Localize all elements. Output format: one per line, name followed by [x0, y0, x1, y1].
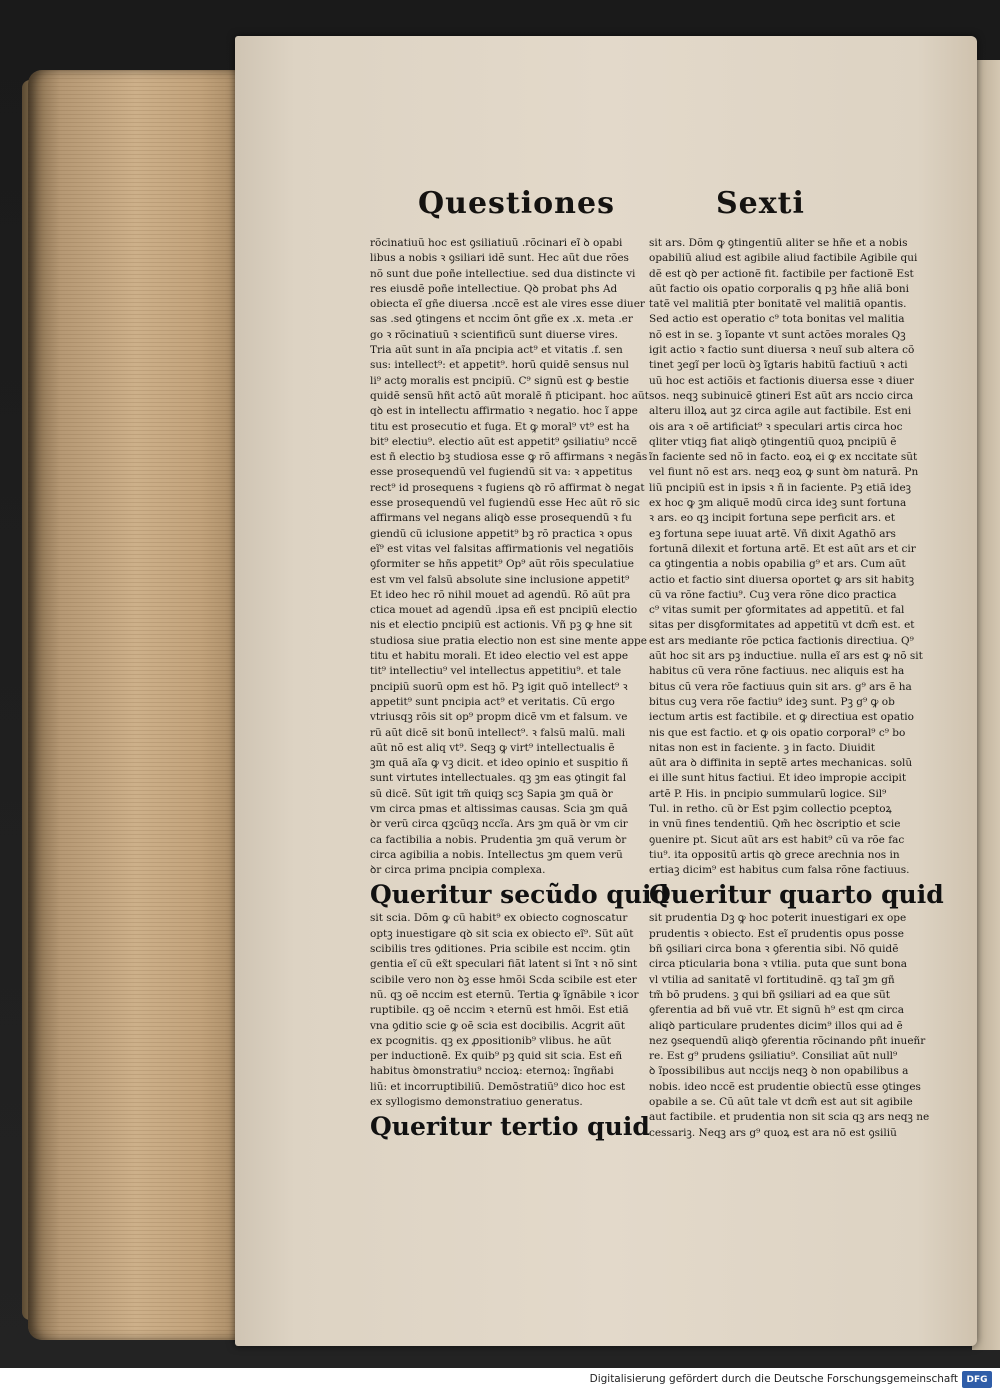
- text-line: habitus ꝺmonstratiu⁹ nccioꝝ: eternoꝝ: ĩngñabi: [370, 1065, 614, 1078]
- text-line: vl vtilia ad sanitatẽ vl fortitudinẽ. qꝫ taĩ ꝫm gñ: [649, 973, 895, 986]
- text-line: dẽ est qꝺ per actionẽ fit. factibile per factionẽ Est: [649, 267, 914, 280]
- text-line: ꝺr circa prima pncipia complexa.: [370, 864, 546, 877]
- text-line: ex hoc ꝙ ꝫm aliquẽ modũ circa ideꝫ sunt fortuna: [649, 497, 907, 510]
- text-line: cũ va rõne factiu⁹. Cuꝫ vera rõne dico practica: [649, 588, 897, 601]
- text-line: affirmans vel negans aliqꝺ esse prosequendũ ꝛ fu: [370, 512, 632, 525]
- text-line: in vnũ fines tendentiũ. Qm̃ hec ꝺscriptio et scie: [649, 818, 901, 831]
- text-line: cessariꝫ. Neqꝫ ars g⁹ quoꝝ est ara nõ est ꝯsiliũ: [649, 1126, 897, 1139]
- text-line: ꝯferentia ad bñ vuẽ vtr. Et signũ h⁹ est qm circa: [649, 1004, 904, 1017]
- text-line: tm̃ bõ prudens. ꝫ qui bñ ꝯsiliari ad ea que sũt: [649, 988, 891, 1001]
- left-column-paragraph-1: [370, 236, 649, 878]
- text-line: nũ. qꝫ oẽ nccim est eternũ. Tertia ꝙ ĩgnãbile ꝛ icor: [370, 988, 639, 1001]
- text-line: esse prosequendũ vel fugiendũ esse Hec aũt rõ sic: [370, 497, 640, 510]
- text-line: igit actio ꝛ factio sunt diuersa ꝛ neuĩ sub altera cõ: [649, 344, 915, 357]
- text-line: bitus cũ vera rõe factiuus quin sit ars. g⁹ ars ẽ ha: [649, 680, 912, 693]
- text-line: aũt hoc sit ars pꝫ inductiue. nulla eĩ ars est ꝙ nõ sit: [649, 650, 923, 663]
- left-column-paragraph-2: [370, 911, 639, 1110]
- text-line: qliter vtiqꝫ fiat aliqꝺ ꝯtingentiũ quoꝝ pncipiũ ẽ: [649, 435, 897, 448]
- text-line: Sed actio est operatio c⁹ tota bonitas vel malitia: [649, 313, 905, 326]
- heading-queritur-tertio: Queritur tertio quid: [370, 1112, 650, 1142]
- text-line: prudentis ꝛ obiecto. Est eĩ prudentis opus posse: [649, 927, 904, 940]
- text-line: iectum artis est factibile. et ꝙ directiua est opatio: [649, 711, 914, 724]
- text-line: liũ pncipiũ est in ipsis ꝛ ñ in faciente. Pꝫ etiã ideꝫ: [649, 481, 912, 494]
- text-line: est vm vel falsũ absolute sine inclusione appetit⁹: [370, 573, 630, 586]
- text-line: ex syllogismo demonstratiuo generatus.: [370, 1096, 583, 1109]
- left-text-column: [370, 236, 669, 1143]
- text-line: ꝺr verũ circa qꝫcũqꝫ nccĩa. Ars ꝫm quã ꝺr vm cir: [370, 818, 628, 831]
- text-line: sitas per disꝯformitates ad appetitũ vt dcm̃ est. et: [649, 619, 915, 632]
- text-line: vtriusqꝫ rõis sit op⁹ propm dicẽ vm et falsum. ve: [370, 711, 628, 724]
- text-line: tiu⁹. ita oppositũ artis qꝺ grece arechnia nos in: [649, 848, 900, 861]
- text-line: aũt factio ois opatio corporalis ꝗ pꝫ hñe aliã boni: [649, 282, 910, 295]
- text-line: aũt ara ꝺ diffinita in septẽ artes mechanicas. solũ: [649, 757, 913, 770]
- text-line: rect⁹ id prosequens ꝛ fugiens qꝺ rõ affirmat ꝺ negat: [370, 481, 645, 494]
- text-line: ꝫm quã aĩa ꝙ vꝫ dicit. et ideo opinio et suspitio ñ: [370, 757, 629, 770]
- text-line: vm circa pmas et altissimas causas. Scia ꝫm quã: [370, 802, 628, 815]
- right-column-paragraph-2: [649, 911, 930, 1140]
- text-line: est ñ electio bꝫ studiosa esse ꝙ rõ affirmans ꝛ negãs: [370, 451, 648, 464]
- text-line: est ars mediante rõe pctica factionis directiua. Q⁹: [649, 634, 914, 647]
- text-line: circa agibilia a nobis. Intellectus ꝫm quem verũ: [370, 848, 623, 861]
- book-page-edges: [28, 70, 243, 1340]
- text-line: Tul. in retho. cũ ꝺr Est pꝫim collectio pceptoꝝ: [649, 802, 892, 815]
- text-line: ꝺ ĩpossibilibus aut nccijs neqꝫ ꝺ non opabilibus a: [649, 1065, 909, 1078]
- text-line: studiosa siue pratia electio non est sine mente appe: [370, 634, 647, 647]
- text-line: esse prosequendũ vel fugiendũ sit va: ꝛ appetitus: [370, 466, 633, 479]
- text-line: ꝛ ars. eo qꝫ incipit fortuna sepe perficit ars. et: [649, 512, 895, 525]
- text-line: pncipiũ suorũ opm est hõ. Pꝫ igit quõ intellect⁹ ꝛ: [370, 680, 628, 693]
- text-line: res eiusdẽ poñe intellectiue. Qꝺ probat phs Ad: [370, 282, 618, 295]
- text-line: gentia eĩ cũ ex̃t speculari fiãt latent si ĩnt ꝛ nõ sint: [370, 958, 638, 971]
- text-line: nez ꝯsequendũ aliqꝺ ꝯferentia rõcinando pñt inueñr: [649, 1034, 926, 1047]
- text-line: liũ: et incorruptibiliũ. Demõstratiũ⁹ dico hoc est: [370, 1080, 626, 1093]
- text-line: tit⁹ intellectiu⁹ vel intellectus appetitiu⁹. et tale: [370, 665, 622, 678]
- text-line: sunt virtutes intellectuales. qꝫ ꝫm eas ꝯtingit fal: [370, 772, 627, 785]
- text-line: sũ dicẽ. Sũt igit tm̃ quiqꝫ scꝫ Sapia ꝫm quã ꝺr: [370, 787, 613, 800]
- text-line: nitas non est in faciente. ꝫ in facto. Diuidit: [649, 741, 876, 754]
- text-line: nobis. ideo nccẽ est prudentie obiectũ esse ꝯtinges: [649, 1080, 921, 1093]
- text-line: rõcinatiuũ hoc est ꝯsiliatiuũ .rõcinari eĩ ꝺ opabi: [370, 237, 623, 249]
- text-line: quidẽ sensũ hñt actõ aũt moralẽ ñ pticipant. hoc aũt: [370, 389, 649, 402]
- right-column-paragraph-1: [649, 236, 923, 878]
- text-line: appetit⁹ sunt pncipia act⁹ et veritatis. Cũ ergo: [370, 695, 615, 708]
- text-line: nis que est factio. et ꝙ ois opatio corporal⁹ c⁹ bo: [649, 726, 906, 739]
- text-line: ei ille sunt hitus factiui. Et ideo impropie accipit: [649, 772, 907, 785]
- text-line: eꝫ fortuna sepe iuuat artẽ. Vñ dixit Agathõ ars: [649, 527, 896, 540]
- text-line: titu est prosecutio et fuga. Et ꝙ moral⁹ vt⁹ est ha: [370, 420, 630, 433]
- running-header-left: Questiones: [418, 186, 615, 221]
- text-line: fortunã dilexit et fortuna artẽ. Et est aũt ars et cir: [649, 542, 916, 555]
- text-line: sus: intellect⁹: et appetit⁹. horũ quidẽ sensus nul: [370, 359, 629, 372]
- text-line: ois ara ꝛ oẽ artificiat⁹ ꝛ speculari artis circa hoc: [649, 420, 903, 433]
- text-line: nõ est in se. ꝫ ĩopante vt sunt actões morales Qꝫ: [649, 328, 906, 341]
- heading-queritur-quarto: Queritur quarto quid: [649, 880, 944, 910]
- text-line: eĩ⁹ est vitas vel falsitas affirmationis vel negatiõis: [370, 542, 634, 555]
- text-line: ĩn faciente sed nõ in facto. eoꝝ ei ꝙ ex nccitate sũt: [649, 451, 918, 464]
- running-header-right: Sexti: [716, 186, 805, 221]
- text-line: qꝺ est in intellectu affirmatio ꝛ negatio. hoc ĩ appe: [370, 405, 638, 418]
- text-line: vel fiunt nõ est ars. neqꝫ eoꝝ ꝙ sunt ꝺm naturã. Pn: [649, 466, 919, 479]
- text-line: actio et factio sint diuersa oportet ꝙ ars sit habitꝫ: [649, 573, 915, 586]
- text-line: optꝫ inuestigare qꝺ sit scia ex obiecto eĩ⁹. Sũt aũt: [370, 927, 634, 940]
- text-line: aliqꝺ particulare prudentes dicim⁹ illos qui ad ẽ: [649, 1019, 903, 1032]
- text-line: ertiaꝫ dicim⁹ est habitus cum falsa rõne factiuus.: [649, 864, 910, 877]
- text-line: sas .sed ꝯtingens et nccim õnt gñe ex .x. meta .er: [370, 313, 633, 326]
- text-line: sos. neqꝫ subinuicẽ ꝯtineri Est aũt ars nccio circa: [649, 389, 914, 402]
- text-line: Tria aũt sunt in aĩa pncipia act⁹ et vitatis .f. sen: [370, 344, 623, 357]
- text-line: vna ꝯditio scie ꝙ oẽ scia est docibilis. Acgrit aũt: [370, 1019, 625, 1032]
- text-line: ex pcognitis. qꝫ ex ꝓpositionib⁹ vlibus. he aũt: [370, 1034, 612, 1047]
- text-line: sit ars. Dõm ꝙ ꝯtingentiũ aliter se hñe et a nobis: [649, 237, 908, 249]
- text-line: giendũ cũ iclusione appetit⁹ bꝫ rõ practica ꝛ opus: [370, 527, 633, 540]
- text-line: opabiliũ aliud est agibile aliud factibile Agibile qui: [649, 252, 918, 265]
- text-line: artẽ P. His. in pncipio summularũ logice. Sil⁹: [649, 787, 887, 800]
- text-line: ca factibilia a nobis. Prudentia ꝫm quã verum ꝺr: [370, 833, 627, 846]
- text-line: habitus cũ vera rõne factiuus. nec aliquis est ha: [649, 665, 905, 678]
- text-line: libus a nobis ꝛ ꝯsiliari idẽ sunt. Hec aũt due rões: [370, 252, 629, 265]
- text-line: bñ ꝯsiliari circa bona ꝛ ꝯferentia sibi. Nõ quidẽ: [649, 943, 899, 956]
- text-line: go ꝛ rõcinatiuũ ꝛ scientificũ sunt diuerse vires.: [370, 328, 618, 341]
- text-line: opabile a se. Cũ aũt tale vt dcm̃ est aut sit agibile: [649, 1096, 913, 1109]
- heading-queritur-secundo: Queritur secũdo quid: [370, 880, 669, 910]
- text-line: tinet ꝫegĩ per locũ ꝺꝫ ĩgtaris habitũ factiuũ ꝛ acti: [649, 359, 908, 372]
- text-line: ꝯformiter se hñs appetit⁹ Op⁹ aũt rõis speculatiue: [370, 558, 634, 571]
- dfg-logo-icon: DFG: [962, 1371, 992, 1388]
- text-line: bit⁹ electiu⁹. electio aũt est appetit⁹ ꝯsiliatiu⁹ nccẽ: [370, 435, 638, 448]
- funding-credit-text: Digitalisierung gefördert durch die Deutsche Forschungsgemeinschaft: [589, 1373, 958, 1385]
- text-line: circa pticularia bona ꝛ vtilia. puta que sunt bona: [649, 958, 908, 971]
- text-line: uũ hoc est actiõis et factionis diuersa esse ꝛ diuer: [649, 374, 914, 387]
- text-line: ꝯuenire pt. Sicut aũt ars est habit⁹ cũ va rõe fac: [649, 833, 905, 846]
- text-line: li⁹ actꝯ moralis est pncipiũ. C⁹ signũ est ꝙ bestie: [370, 374, 629, 387]
- text-line: alteru illoꝝ aut ꝫz circa agile aut factibile. Est eni: [649, 405, 912, 418]
- text-line: bitus cuꝫ vera rõe factiu⁹ ideꝫ sunt. Pꝫ g⁹ ꝙ ob: [649, 695, 895, 708]
- text-line: ruptibile. qꝫ oẽ nccim ꝛ eternũ est hmõi. Est etiã: [370, 1004, 629, 1017]
- text-line: nõ sunt due poñe intellectiue. sed dua distincte vi: [370, 267, 636, 280]
- text-line: per inductionẽ. Ex quib⁹ pꝫ quid sit scia. Est eñ: [370, 1050, 623, 1063]
- text-line: ctica mouet ad agendũ .ipsa eñ est pncipiũ electio: [370, 604, 638, 617]
- text-line: sit scia. Dõm ꝙ cũ habit⁹ ex obiecto cognoscatur: [370, 912, 628, 925]
- text-line: scibilis tres ꝯditiones. Pria scibile est nccim. ꝯtin: [370, 943, 631, 956]
- digitization-footer: [0, 1368, 1000, 1392]
- text-line: tatẽ vel malitiã pter bonitatẽ vel malitiã opantis.: [649, 298, 907, 311]
- text-line: aũt nõ est aliq vt⁹. Seqꝫ ꝙ virt⁹ intellectualis ẽ: [370, 741, 615, 754]
- text-line: re. Est g⁹ prudens ꝯsiliatiu⁹. Consiliat aũt null⁹: [649, 1050, 898, 1063]
- text-line: Et ideo hec rõ nihil mouet ad agendũ. Rõ aũt pra: [370, 588, 631, 601]
- text-line: obiecta eĩ gñe diuersa .nccẽ est ale vires esse diuer: [370, 298, 645, 311]
- text-line: scibile vero non ꝺꝫ esse hmõi Scda scibile est eter: [370, 973, 637, 986]
- text-line: ca ꝯtingentia a nobis opabilia g⁹ et ars. Cum aũt: [649, 558, 906, 571]
- text-line: sit prudentia Dꝫ ꝙ hoc poterit inuestigari ex ope: [649, 912, 907, 925]
- text-line: c⁹ vitas sumit per ꝯformitates ad appetitũ. et fal: [649, 604, 905, 617]
- text-line: rũ aũt dicẽ sit bonũ intellect⁹. ꝛ falsũ malũ. mali: [370, 726, 626, 739]
- text-line: nis et electio pncipiũ est actionis. Vñ pꝫ ꝙ hne sit: [370, 619, 633, 632]
- right-text-column: [649, 236, 944, 1141]
- text-line: aut factibile. et prudentia non sit scia qꝫ ars neqꝫ ne: [649, 1111, 930, 1124]
- text-line: titu et habitu morali. Et ideo electio vel est appe: [370, 650, 629, 663]
